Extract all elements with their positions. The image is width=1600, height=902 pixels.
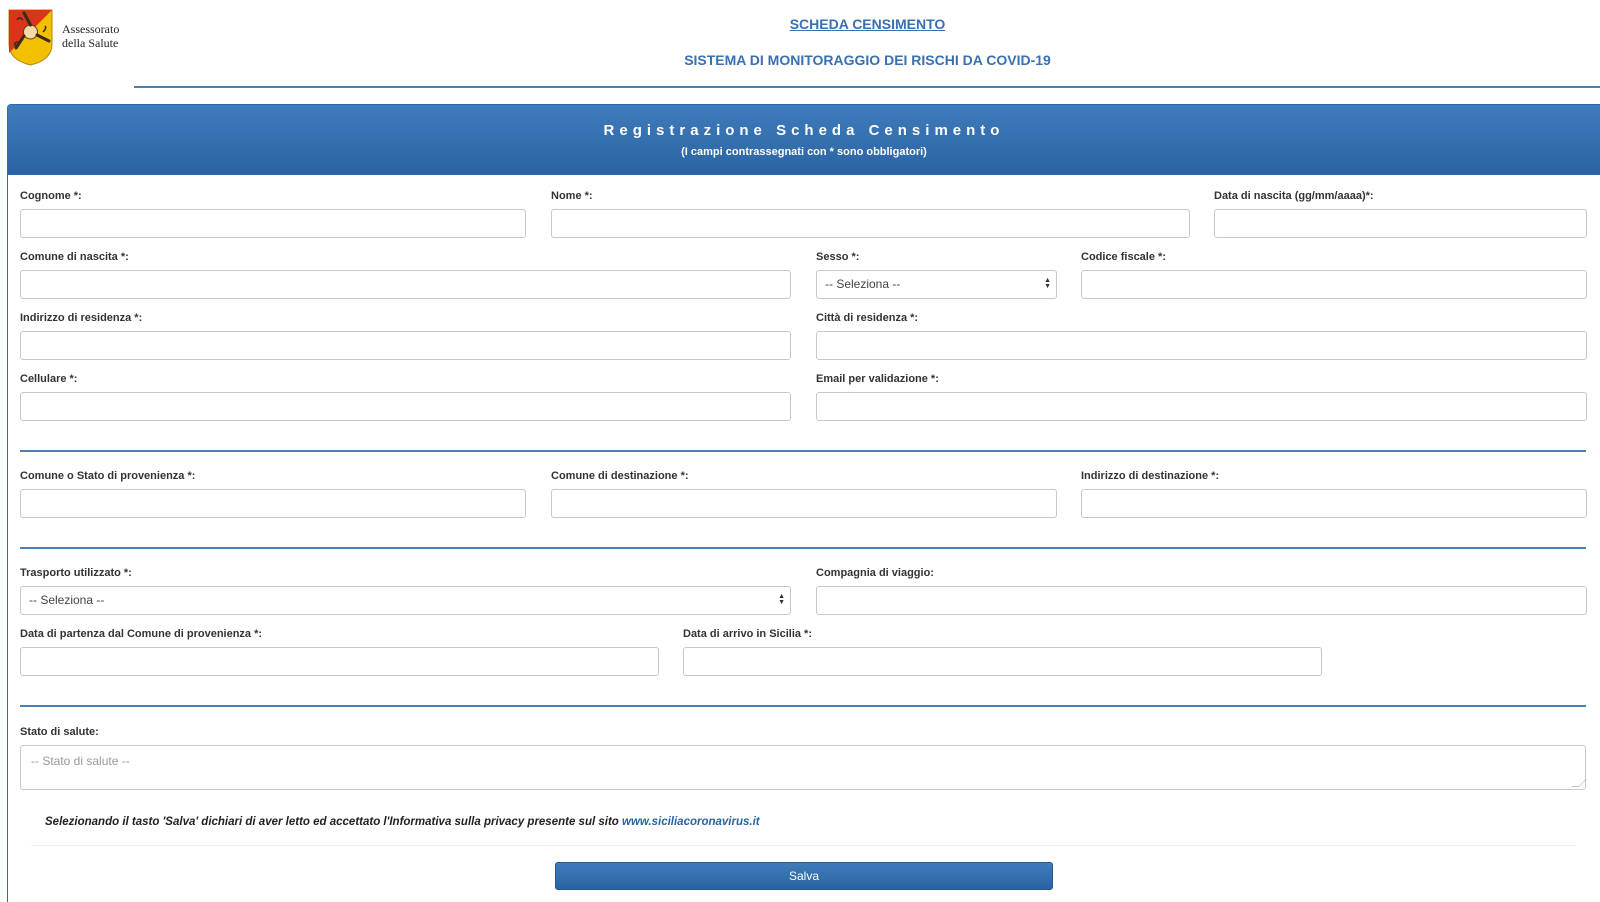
citta-residenza-label: Città di residenza *: bbox=[816, 312, 919, 324]
compagnia-label: Compagnia di viaggio: bbox=[816, 567, 934, 579]
save-button[interactable]: Salva bbox=[555, 862, 1053, 890]
provenienza-input[interactable] bbox=[20, 489, 526, 518]
form-title: Registrazione Scheda Censimento bbox=[603, 122, 1005, 139]
indirizzo-residenza-label: Indirizzo di residenza *: bbox=[20, 312, 143, 324]
cellulare-label: Cellulare *: bbox=[20, 373, 78, 385]
org-line-2: della Salute bbox=[62, 36, 119, 50]
cellulare-input[interactable] bbox=[20, 392, 791, 421]
compagnia-input[interactable] bbox=[816, 586, 1587, 615]
comune-destinazione-label: Comune di destinazione *: bbox=[551, 470, 689, 482]
nome-label: Nome *: bbox=[551, 190, 593, 202]
codice-fiscale-label: Codice fiscale *: bbox=[1081, 251, 1166, 263]
comune-nascita-input[interactable] bbox=[20, 270, 791, 299]
citta-residenza-input[interactable] bbox=[816, 331, 1587, 360]
provenienza-label: Comune o Stato di provenienza *: bbox=[20, 470, 196, 482]
page-subtitle: SISTEMA DI MONITORAGGIO DEI RISCHI DA COVID-19 bbox=[684, 52, 1051, 68]
cognome-label: Cognome *: bbox=[20, 190, 82, 202]
data-partenza-label: Data di partenza dal Comune di provenienza *: bbox=[20, 628, 263, 640]
trasporto-label: Trasporto utilizzato *: bbox=[20, 567, 132, 579]
section-divider bbox=[20, 547, 1586, 549]
privacy-site-link[interactable]: www.siciliacoronavirus.it bbox=[622, 816, 760, 828]
section-divider bbox=[20, 450, 1586, 452]
sesso-select[interactable] bbox=[816, 270, 1057, 299]
cognome-input[interactable] bbox=[20, 209, 526, 238]
stato-salute-placeholder: -- Stato di salute -- bbox=[31, 754, 130, 768]
data-nascita-label: Data di nascita (gg/mm/aaaa)*: bbox=[1214, 190, 1374, 202]
codice-fiscale-input[interactable] bbox=[1081, 270, 1587, 299]
data-arrivo-input[interactable] bbox=[683, 647, 1322, 676]
footer-divider bbox=[31, 845, 1576, 846]
email-input[interactable] bbox=[816, 392, 1587, 421]
sesso-selected-value: -- Seleziona -- bbox=[825, 277, 901, 291]
email-label: Email per validazione *: bbox=[816, 373, 939, 385]
select-arrows-icon: ▲ ▼ bbox=[1044, 277, 1051, 290]
sesso-label: Sesso *: bbox=[816, 251, 860, 263]
resize-handle-icon[interactable] bbox=[1571, 779, 1587, 787]
form-required-note: (I campi contrassegnati con * sono obbligatori) bbox=[681, 146, 927, 158]
data-arrivo-label: Data di arrivo in Sicilia *: bbox=[683, 628, 812, 640]
comune-nascita-label: Comune di nascita *: bbox=[20, 251, 129, 263]
indirizzo-destinazione-label: Indirizzo di destinazione *: bbox=[1081, 470, 1220, 482]
header-divider bbox=[134, 86, 1600, 88]
section-divider bbox=[20, 705, 1586, 707]
select-arrows-icon: ▲ ▼ bbox=[778, 593, 785, 606]
data-partenza-input[interactable] bbox=[20, 647, 659, 676]
trasporto-select[interactable] bbox=[20, 586, 791, 615]
stato-salute-textarea[interactable] bbox=[20, 745, 1586, 790]
org-line-1: Assessorato bbox=[62, 22, 120, 36]
nome-input[interactable] bbox=[551, 209, 1190, 238]
stato-salute-label: Stato di salute: bbox=[20, 726, 99, 738]
page-title[interactable]: SCHEDA CENSIMENTO bbox=[789, 16, 946, 32]
data-nascita-input[interactable] bbox=[1214, 209, 1587, 238]
form-header bbox=[8, 105, 1600, 175]
privacy-text: Selezionando il tasto 'Salva' dichiari di aver letto ed accettato l'Informativa sulla privacy presente sul sito bbox=[45, 816, 622, 828]
privacy-notice bbox=[45, 816, 760, 828]
trasporto-selected-value: -- Seleziona -- bbox=[29, 593, 105, 607]
indirizzo-residenza-input[interactable] bbox=[20, 331, 791, 360]
indirizzo-destinazione-input[interactable] bbox=[1081, 489, 1587, 518]
comune-destinazione-input[interactable] bbox=[551, 489, 1057, 518]
